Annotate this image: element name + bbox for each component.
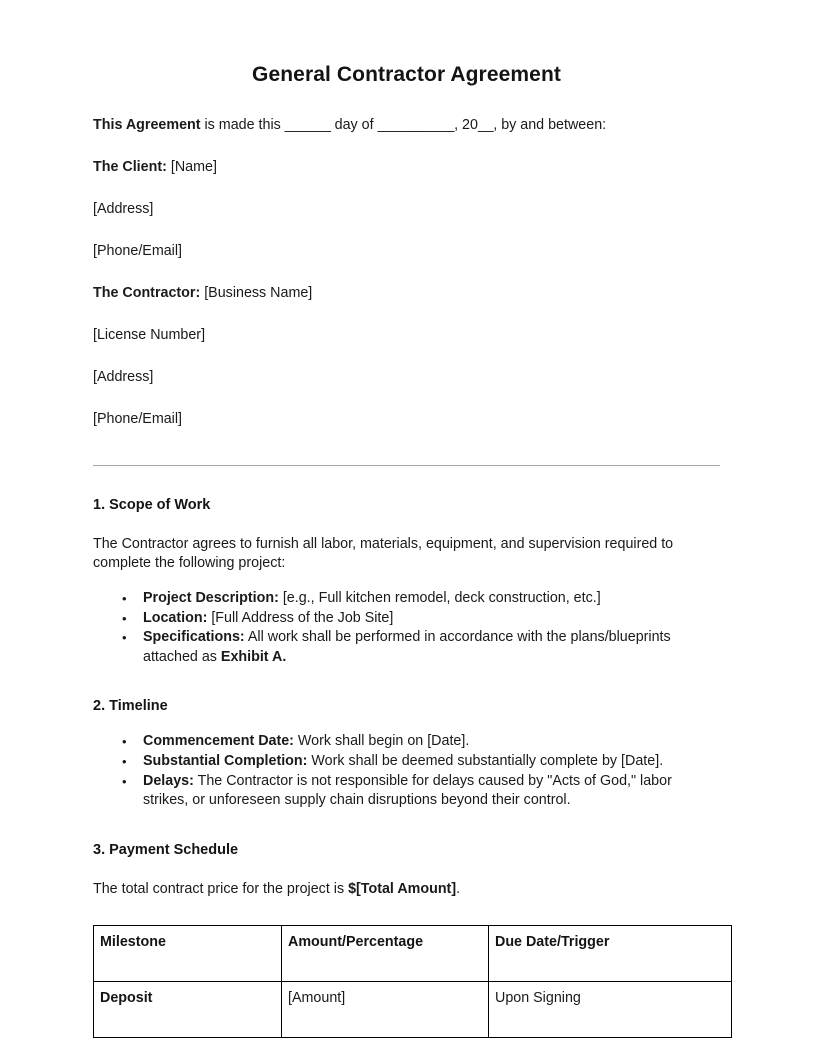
payment-total-line [93,880,720,899]
list-item [93,589,720,609]
agreement-day-blank: ______ [284,117,331,133]
list-item [93,752,720,772]
bullet-text: Work shall begin on [Date]. [293,733,470,750]
bullet-text: All work shall be performed in accordance with the plans/blueprints attached as [143,629,671,665]
client-contact: [Phone/Email] [93,243,183,259]
table-header-due-date: Due Date/Trigger [489,925,732,981]
payment-total-suffix: . [456,880,461,897]
list-item [93,628,720,667]
table-header-milestone: Milestone [94,925,282,981]
agreement-year-blank: __ [477,117,494,133]
agreement-intro-lead: This Agreement [93,117,201,133]
agreement-intro-paragraph [93,116,720,135]
table-cell-milestone: Deposit [94,981,282,1037]
agreement-intro-text-4: , by and between: [493,117,607,133]
bullet-label: Specifications: [143,629,245,646]
list-item [93,772,720,811]
contractor-contact: [Phone/Email] [93,411,183,427]
contractor-license: [License Number] [93,327,206,343]
bullet-exhibit-reference: Exhibit A. [220,648,287,665]
payment-total-amount: $[Total Amount] [348,880,457,897]
payment-schedule-table [93,925,732,1038]
list-item [93,609,720,629]
table-cell-amount: [Amount] [282,981,489,1037]
client-name-placeholder: [Name] [166,159,217,175]
timeline-bullet-list [93,732,720,810]
table-row [94,981,732,1037]
section-heading-payment-schedule: 3. Payment Schedule [93,841,239,858]
scope-of-work-bullet-list [93,589,720,667]
document-content [93,0,720,1038]
list-item [93,732,720,752]
table-cell-due-date: Upon Signing [489,981,732,1037]
bullet-label: Substantial Completion: [143,752,308,769]
contractor-address: [Address] [93,369,154,385]
client-label: The Client: [93,159,167,175]
bullet-label: Project Description: [143,590,279,606]
bullet-label: Delays: [143,772,194,789]
section-divider-wrapper [93,429,720,466]
page-title: General Contractor Agreement [252,63,561,86]
bullet-text: [Full Address of the Job Site] [207,609,394,626]
scope-of-work-body: The Contractor agrees to furnish all labor, materials, equipment, and supervision required to complete the following project: [93,536,674,571]
bullet-label: Commencement Date: [143,733,294,750]
section-heading-timeline: 2. Timeline [93,698,168,715]
client-address: [Address] [93,201,154,217]
bullet-text: Work shall be deemed substantially complete by [Date]. [307,752,664,769]
client-line [93,158,720,177]
table-header-row [94,925,732,981]
agreement-intro-text-1: is made this [200,117,285,133]
bullet-text: The Contractor is not responsible for delays caused by "Acts of God," labor strikes, or unforeseen supply chain disruptions beyond their control. [143,772,672,809]
agreement-intro-text-2: day of [330,117,378,133]
contractor-line [93,284,720,303]
bullet-label: Location: [143,609,208,626]
table-header-amount: Amount/Percentage [282,925,489,981]
agreement-intro-text-3: , 20 [454,117,478,133]
contractor-name-placeholder: [Business Name] [200,285,313,301]
payment-total-prefix: The total contract price for the project is [93,880,349,897]
agreement-month-blank: __________ [377,117,455,133]
section-heading-scope-of-work: 1. Scope of Work [93,497,211,513]
contractor-label: The Contractor: [93,285,201,301]
bullet-text: [e.g., Full kitchen remodel, deck construction, etc.] [278,590,601,606]
